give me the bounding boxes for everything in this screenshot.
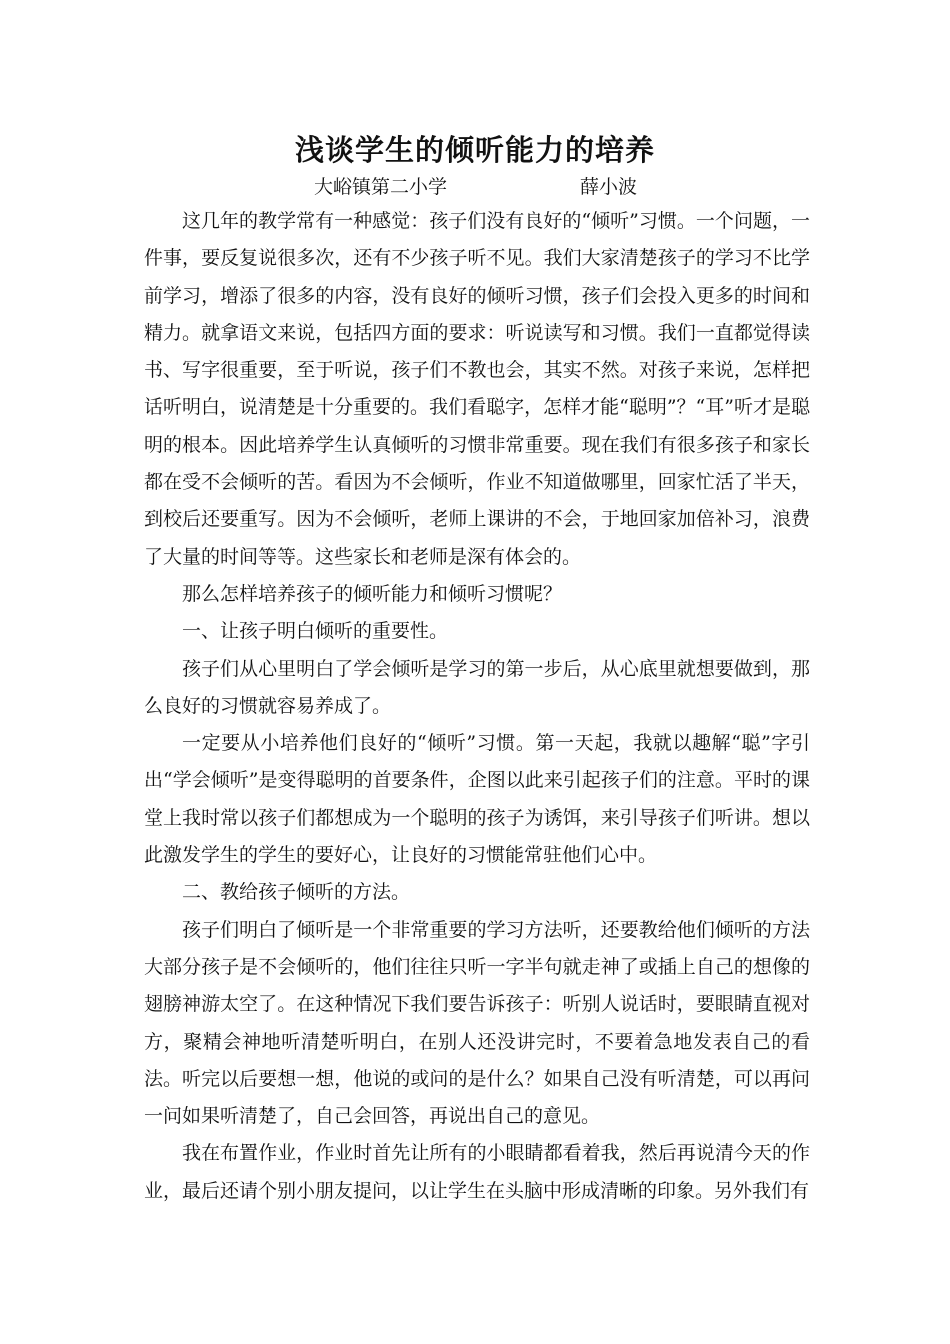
paragraph-intro: 这几年的教学常有一种感觉：孩子们没有良好的“倾听”习惯。一个问题，一件事，要反复说很多次，还有不少孩子听不见。我们大家清楚孩子的学习不比学前学习，增添了很多的内容，没有良好的倾听习惯，孩子们会投入更多的时间和精力。就拿语文来说，包括四方面的要求：听说读写和习惯。我们一直都觉得读书、写字很重要，至于听说，孩子们不教也会，其实不然。对孩子来说，怎样把话听明白，说清楚是十分重要的。我们看聪字，怎样才能“聪明”？“耳”听才是聪明的根本。因此培养学生认真倾听的习惯非常重要。现在我们有很多孩子和家长都在受不会倾听的苦。看因为不会倾听，作业不知道做哪里，回家忙活了半天，到校后还要重写。因为不会倾听，老师上课讲的不会，于地回家加倍补习，浪费了大量的时间等等。这些家长和老师是深有体会的。 (144, 210, 810, 568)
author-name: 薛小波 (580, 176, 638, 198)
article-body (144, 203, 810, 1210)
paragraph: 孩子们从心里明白了学会倾听是学习的第一步后，从心底里就想要做到，那么良好的习惯就容易养成了。 (144, 657, 810, 717)
byline (0, 172, 950, 202)
paragraph-question: 那么怎样培养孩子的倾听能力和倾听习惯呢？ (182, 582, 563, 605)
school-name: 大峪镇第二小学 (314, 176, 448, 198)
paragraph: 一定要从小培养他们良好的“倾听”习惯。第一天起，我就以趣解“聪”字引出“学会倾听”是变得聪明的首要条件，企图以此来引起孩子们的注意。平时的课堂上我时常以孩子们都想成为一个聪明的孩子为诱饵，来引导孩子们听讲。想以此激发学生的学生的要好心，让良好的习惯能常驻他们心中。 (144, 732, 810, 867)
document-title: 浅谈学生的倾听能力的培养 (294, 133, 655, 167)
paragraph: 我在布置作业，作业时首先让所有的小眼睛都看着我，然后再说清今天的作业，最后还请个别小朋友提问，以让学生在头脑中形成清晰的印象。另外我们有 (144, 1142, 810, 1202)
paragraph: 孩子们明白了倾听是一个非常重要的学习方法听，还要教给他们倾听的方法大部分孩子是不会倾听的，他们往往只听一字半句就走神了或插上自己的想像的翅膀神游太空了。在这种情况下我们要告诉孩子：听别人说话时，要眼睛直视对方，聚精会神地听清楚听明白，在别人还没讲完时，不要着急地发表自己的看法。听完以后要想一想，他说的或问的是什么？如果自己没有听清楚，可以再问一问如果听清楚了，自己会回答，再说出自己的意见。 (144, 918, 810, 1128)
section-heading-1: 一、让孩子明白倾听的重要性。 (182, 620, 449, 643)
section-heading-2: 二、教给孩子倾听的方法。 (182, 881, 411, 904)
